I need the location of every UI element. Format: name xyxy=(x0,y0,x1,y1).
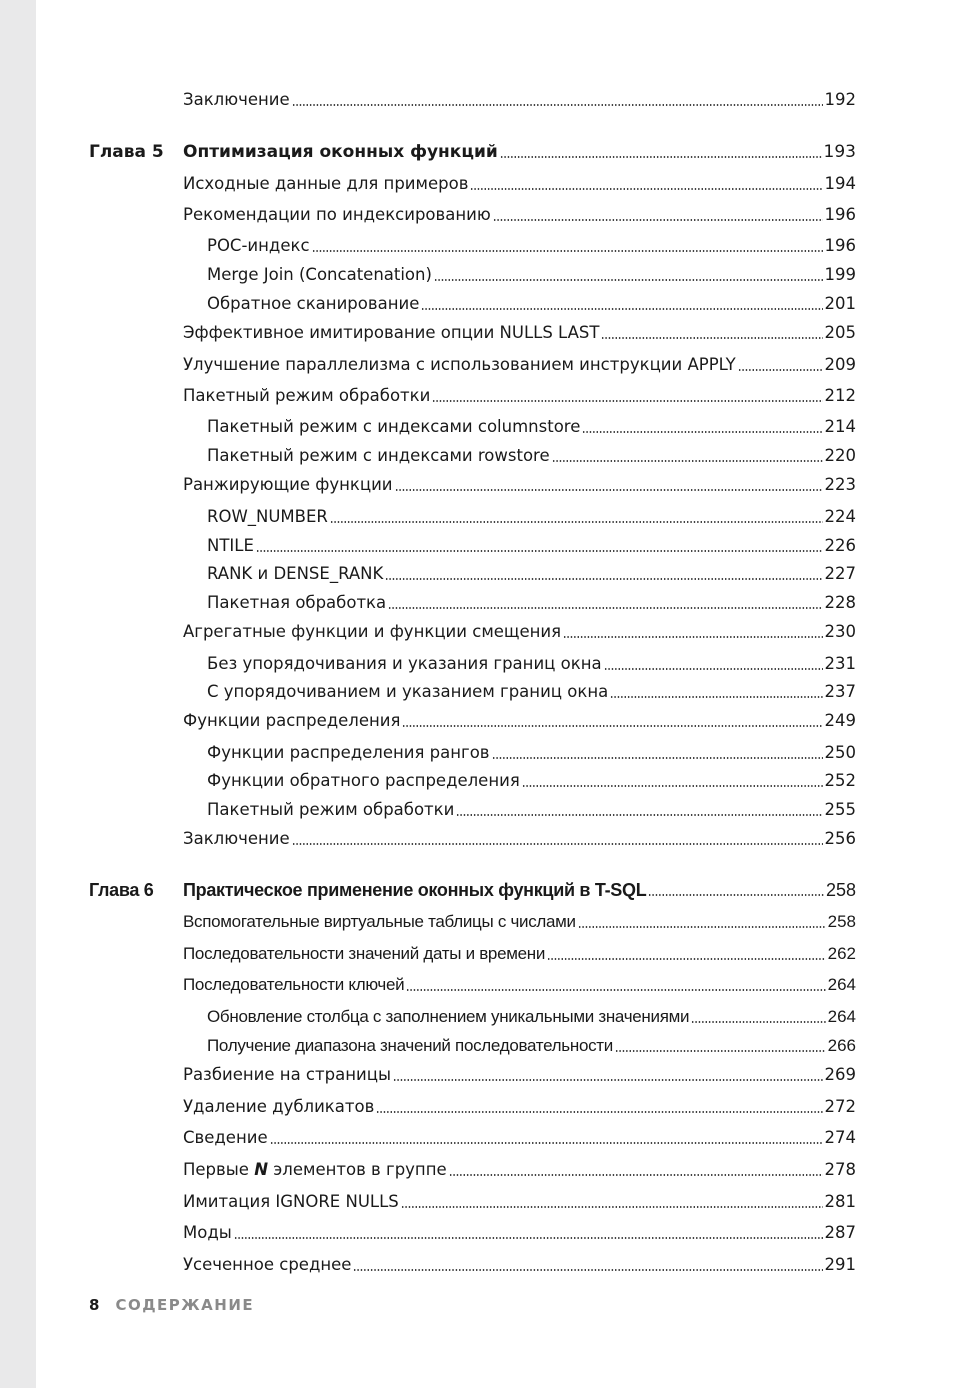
dot-leader xyxy=(292,843,823,845)
dot-leader xyxy=(610,696,822,698)
toc-entry-title: Удаление дубликатов xyxy=(183,1097,375,1116)
toc-entry-title: Функции распределения рангов xyxy=(207,743,490,762)
toc-entry-title: Сведение xyxy=(183,1128,268,1147)
dot-leader xyxy=(547,958,826,960)
toc-entry-page: 205 xyxy=(824,323,856,342)
toc-subentry[interactable] xyxy=(207,232,856,256)
toc-entry-page: 255 xyxy=(824,800,856,819)
chapter-title: Оптимизация оконных функций xyxy=(183,142,498,162)
chapter-page: 258 xyxy=(825,880,856,900)
toc-subentry[interactable] xyxy=(207,589,856,613)
toc-entry-title: Последовательности значений даты и времени xyxy=(183,944,546,963)
toc-entry-page: 249 xyxy=(824,711,856,730)
toc-entry-title: Пакетный режим обработки xyxy=(207,800,455,819)
toc-entry-page: 228 xyxy=(824,593,856,612)
dot-leader xyxy=(492,757,823,759)
toc-entry-title: Пакетный режим с индексами columnstore xyxy=(207,417,581,436)
toc-entry-page: 230 xyxy=(824,622,856,641)
dot-leader xyxy=(401,1206,823,1208)
dot-leader xyxy=(393,1079,823,1081)
toc-entry-page: 199 xyxy=(824,265,856,284)
toc-entry-page: 278 xyxy=(824,1160,856,1179)
toc-entry[interactable] xyxy=(183,319,856,343)
toc-entry-page: 226 xyxy=(824,536,856,555)
toc-entry[interactable] xyxy=(183,1219,856,1243)
dot-leader xyxy=(738,369,823,371)
chapter-page: 193 xyxy=(823,142,856,162)
dot-leader xyxy=(648,894,824,896)
title-suffix: элементов в группе xyxy=(268,1160,447,1179)
dot-leader xyxy=(522,785,823,787)
dot-leader xyxy=(292,104,823,106)
toc-entry-page: 237 xyxy=(824,682,856,701)
chapter-heading[interactable] xyxy=(183,138,856,162)
toc-subentry[interactable] xyxy=(207,650,856,674)
chapter-title: Практическое применение оконных функций в T-SQL xyxy=(183,880,647,900)
dot-leader xyxy=(395,489,823,491)
toc-entry-page: 209 xyxy=(824,355,856,374)
toc-subentry[interactable] xyxy=(207,1032,856,1056)
toc-entry-title: Пакетный режим обработки xyxy=(183,386,431,405)
dot-leader xyxy=(456,814,822,816)
dot-leader xyxy=(353,1269,822,1271)
dot-leader xyxy=(234,1237,823,1239)
toc-entry[interactable] xyxy=(183,1156,856,1180)
dot-leader xyxy=(449,1174,823,1176)
variable-n: N xyxy=(254,1160,268,1179)
toc-entry-title: С упорядочиванием и указанием границ окна xyxy=(207,682,609,701)
dot-leader xyxy=(432,400,822,402)
page-number: 8 xyxy=(89,1296,100,1314)
toc-entry-page: 224 xyxy=(824,507,856,526)
dot-leader xyxy=(388,607,822,609)
toc-entry-page: 214 xyxy=(824,417,856,436)
toc-entry-title: Разбиение на страницы xyxy=(183,1065,391,1084)
toc-entry-title: Ранжирующие функции xyxy=(183,475,393,494)
toc-entry-page: 258 xyxy=(827,912,856,931)
dot-leader xyxy=(500,156,822,158)
toc-entry-title: Обратное сканирование xyxy=(207,294,420,313)
toc-entry-page: 212 xyxy=(824,386,856,405)
toc-entry-page: 220 xyxy=(824,446,856,465)
title-prefix: Первые xyxy=(183,1160,255,1179)
toc-subentry[interactable] xyxy=(207,442,856,466)
toc-entry-page: 287 xyxy=(824,1223,856,1242)
toc-entry-title: Улучшение параллелизма с использованием инструкции APPLY xyxy=(183,355,736,374)
toc-subentry[interactable] xyxy=(207,678,856,702)
dot-leader xyxy=(615,1050,826,1052)
toc-subentry[interactable] xyxy=(207,1003,856,1027)
dot-leader xyxy=(552,460,823,462)
toc-entry-page: 256 xyxy=(824,829,856,848)
toc-subentry[interactable] xyxy=(207,503,856,527)
toc-entry-title: POC-индекс xyxy=(207,236,310,255)
toc-entry-page: 291 xyxy=(824,1255,856,1274)
toc-entry-page: 196 xyxy=(824,236,856,255)
toc-entry-title: Исходные данные для примеров xyxy=(183,174,469,193)
toc-entry[interactable] xyxy=(183,908,856,932)
running-header-label: СОДЕРЖАНИЕ xyxy=(115,1296,255,1314)
toc-entry-page: 250 xyxy=(824,743,856,762)
toc-entry-title: Агрегатные функции и функции смещения xyxy=(183,622,562,641)
toc-entry-title: Пакетный режим с индексами rowstore xyxy=(207,446,550,465)
toc-entry-page: 269 xyxy=(824,1065,856,1084)
toc-entry[interactable] xyxy=(183,351,856,375)
toc-entry[interactable] xyxy=(183,382,856,406)
toc-entry-title: Обновление столбца с заполнением уникальными значениями xyxy=(207,1007,690,1026)
dot-leader xyxy=(582,431,822,433)
toc-entry-title: Усеченное среднее xyxy=(183,1255,352,1274)
toc-subentry[interactable] xyxy=(207,767,856,791)
toc-entry-title: Эффективное имитирование опции NULLS LAST xyxy=(183,323,600,342)
toc-entry-page: 272 xyxy=(824,1097,856,1116)
toc-subentry[interactable] xyxy=(207,560,856,584)
page-footer xyxy=(89,1296,254,1314)
toc-entry-page: 194 xyxy=(824,174,856,193)
chapter-heading[interactable] xyxy=(183,876,856,900)
toc-entry[interactable] xyxy=(183,471,856,495)
toc-entry-page: 264 xyxy=(827,975,856,994)
dot-leader xyxy=(312,250,823,252)
chapter-label: Глава 5 xyxy=(89,142,164,162)
toc-entry[interactable] xyxy=(183,1093,856,1117)
dot-leader xyxy=(493,219,823,221)
toc-entry-title: Пакетная обработка xyxy=(207,593,387,612)
toc-entry[interactable] xyxy=(183,1188,856,1212)
toc-entry-title: Вспомогательные виртуальные таблицы с числами xyxy=(183,912,576,931)
dot-leader xyxy=(330,521,823,523)
toc-entry-title: RANK и DENSE_RANK xyxy=(207,564,384,583)
toc-entry[interactable] xyxy=(183,1124,856,1148)
toc-subentry[interactable] xyxy=(207,739,856,763)
toc-entry-title: Заключение xyxy=(183,829,290,848)
dot-leader xyxy=(376,1111,822,1113)
toc-entry-page: 227 xyxy=(824,564,856,583)
toc-entry-title: Последовательности ключей xyxy=(183,975,405,994)
toc-subentry[interactable] xyxy=(207,796,856,820)
toc-entry[interactable] xyxy=(183,971,856,995)
dot-leader xyxy=(578,926,826,928)
toc-entry-title: Функции распределения xyxy=(183,711,401,730)
toc-entry[interactable] xyxy=(183,707,856,731)
toc-entry-page: 262 xyxy=(827,944,856,963)
toc-entry-title: Рекомендации по индексированию xyxy=(183,205,491,224)
dot-leader xyxy=(470,188,822,190)
toc-entry-title: ROW_NUMBER xyxy=(207,507,328,526)
dot-leader xyxy=(601,337,822,339)
toc-entry-title: Получение диапазона значений последовательности xyxy=(207,1036,613,1055)
toc-entry-page: 266 xyxy=(827,1036,856,1055)
toc-subentry[interactable] xyxy=(207,261,856,285)
toc-entry[interactable] xyxy=(183,940,856,964)
toc-subentry[interactable] xyxy=(207,290,856,314)
toc-entry-page: 231 xyxy=(824,654,856,673)
toc-entry-page: 281 xyxy=(824,1192,856,1211)
toc-entry-page: 223 xyxy=(824,475,856,494)
toc-entry[interactable] xyxy=(183,825,856,849)
toc-entry-page: 201 xyxy=(824,294,856,313)
dot-leader xyxy=(402,725,822,727)
toc-entry-title: Моды xyxy=(183,1223,232,1242)
dot-leader xyxy=(691,1021,825,1023)
toc-entry-page: 274 xyxy=(824,1128,856,1147)
toc-entry-title: Заключение xyxy=(183,90,290,109)
dot-leader xyxy=(604,668,823,670)
toc-entry[interactable] xyxy=(183,170,856,194)
toc-entry-title: Merge Join (Concatenation) xyxy=(207,265,432,284)
toc-entry[interactable] xyxy=(183,618,856,642)
toc-entry[interactable] xyxy=(183,86,856,110)
toc-entry-title: Без упорядочивания и указания границ окна xyxy=(207,654,602,673)
dot-leader xyxy=(270,1142,823,1144)
toc-entry-title: Функции обратного распределения xyxy=(207,771,520,790)
toc-entry-page: 252 xyxy=(824,771,856,790)
dot-leader xyxy=(434,279,823,281)
toc-entry-title: Имитация IGNORE NULLS xyxy=(183,1192,399,1211)
toc-subentry[interactable] xyxy=(207,532,856,556)
dot-leader xyxy=(563,636,822,638)
dot-leader xyxy=(421,308,822,310)
toc-entry[interactable] xyxy=(183,1061,856,1085)
toc-entry-title xyxy=(183,1160,447,1180)
toc-entry-page: 264 xyxy=(827,1007,856,1026)
chapter-label: Глава 6 xyxy=(89,880,154,900)
toc-entry-page: 192 xyxy=(824,90,856,109)
dot-leader xyxy=(256,550,823,552)
toc-entry-page: 196 xyxy=(824,205,856,224)
toc-entry-title: NTILE xyxy=(207,536,254,555)
dot-leader xyxy=(406,989,825,991)
toc-entry[interactable] xyxy=(183,1251,856,1275)
toc-entry[interactable] xyxy=(183,201,856,225)
dot-leader xyxy=(385,578,822,580)
toc-subentry[interactable] xyxy=(207,413,856,437)
